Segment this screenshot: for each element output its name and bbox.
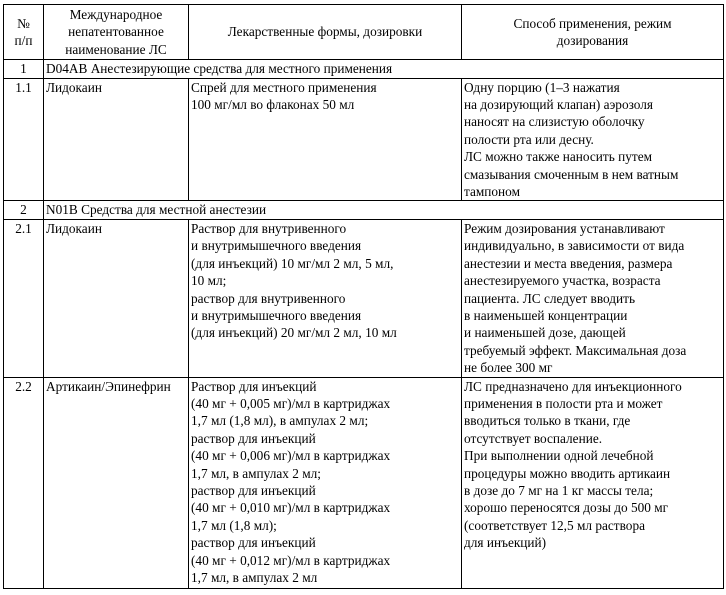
header-num [4, 5, 44, 60]
method-line: отсутствует воспаление. [464, 430, 603, 446]
method-line: ЛС можно также наносить путем [464, 149, 653, 165]
row-forms [189, 78, 462, 201]
header-method [462, 5, 724, 60]
row-method [462, 78, 724, 201]
table-header-row [4, 5, 724, 60]
method-line: применения в полости рта и может [464, 395, 663, 411]
method-line: анестезии и места введения, размера [464, 255, 673, 271]
header-name-line: наименование ЛС [65, 41, 167, 57]
section-row [4, 201, 724, 219]
forms-line: 1,7 мл (1,8 мл); [191, 517, 277, 533]
method-line: смазывания смоченным в нем ватным [464, 166, 679, 182]
method-line: анестезируемого участка, возраста [464, 273, 661, 289]
method-line: для инъекций) [464, 535, 547, 551]
table-row [4, 78, 724, 201]
section-row [4, 60, 724, 78]
row-drug-name: Лидокаин [44, 219, 189, 377]
method-line: процедуры можно вводить артикаин [464, 465, 671, 481]
table-row [4, 219, 724, 377]
method-line: пациента. ЛС следует вводить [464, 290, 636, 306]
method-line: тампоном [464, 184, 520, 200]
row-forms [189, 377, 462, 589]
forms-line: (для инъекций) 10 мг/мл 2 мл, 5 мл, [191, 255, 394, 271]
forms-line: (40 мг + 0,006 мг)/мл в картриджах [191, 448, 391, 464]
section-title: N01B Средства для местной анестезии [44, 201, 724, 219]
method-line: хорошо переносятся дозы до 500 мг [464, 500, 669, 516]
forms-line: (40 мг + 0,005 мг)/мл в картриджах [191, 395, 391, 411]
forms-line: раствор для инъекций [191, 535, 316, 551]
header-name-line: непатентованное [68, 24, 164, 40]
method-line: требуемый эффект. Максимальная доза [464, 342, 687, 358]
forms-line: 100 мг/мл во флаконах 50 мл [191, 97, 355, 113]
forms-line: и внутримышечного введения [191, 238, 362, 254]
forms-line: Спрей для местного применения [191, 79, 377, 95]
forms-line: (для инъекций) 20 мг/мл 2 мл, 10 мл [191, 325, 397, 341]
section-num: 2 [4, 201, 44, 219]
row-num: 1.1 [4, 78, 44, 201]
forms-line: (40 мг + 0,012 мг)/мл в картриджах [191, 552, 391, 568]
forms-line: 1,7 мл, в ампулах 2 мл [191, 570, 318, 585]
forms-line: Раствор для инъекций [191, 378, 317, 394]
method-line: на дозирующий клапан) аэрозоля [464, 97, 653, 113]
method-line: Режим дозирования устанавливают [464, 220, 665, 236]
method-line: в наименьшей концентрации [464, 307, 628, 323]
forms-line: раствор для инъекций [191, 482, 316, 498]
row-drug-name: Лидокаин [44, 78, 189, 201]
header-method-line: дозирования [556, 33, 629, 49]
header-num-line: № [17, 15, 30, 31]
header-forms [189, 5, 462, 60]
row-num: 2.2 [4, 377, 44, 589]
row-forms [189, 219, 462, 377]
forms-line: раствор для инъекций [191, 430, 316, 446]
header-forms-line: Лекарственные формы, дозировки [227, 24, 423, 40]
header-name [44, 5, 189, 60]
row-method [462, 219, 724, 377]
row-num: 2.1 [4, 219, 44, 377]
header-name-line: Международное [69, 7, 163, 22]
table-row [4, 377, 724, 589]
forms-line: раствор для внутривенного [191, 290, 346, 306]
method-line: наносят на слизистую оболочку [464, 114, 645, 130]
forms-line: 1,7 мл (1,8 мл), в ампулах 2 мл; [191, 413, 369, 429]
header-method-line: Способ применения, режим [513, 15, 672, 31]
forms-line: (40 мг + 0,010 мг)/мл в картриджах [191, 500, 391, 516]
header-num-line: п/п [14, 33, 33, 49]
method-line: ЛС предназначено для инъекционного [464, 378, 682, 394]
forms-line: 10 мл; [191, 273, 227, 289]
method-line: вводиться только в ткани, где [464, 413, 631, 429]
forms-line: Раствор для внутривенного [191, 220, 347, 236]
forms-line: 1,7 мл, в ампулах 2 мл; [191, 465, 321, 481]
method-line: в дозе до 7 мг на 1 кг массы тела; [464, 482, 654, 498]
method-line: Одну порцию (1–3 нажатия [464, 79, 620, 95]
method-line: (соответствует 12,5 мл раствора [464, 517, 646, 533]
method-line: и наименьшей дозе, дающей [464, 325, 626, 341]
forms-line: и внутримышечного введения [191, 307, 362, 323]
method-line: полости рта или десну. [464, 131, 594, 147]
section-num: 1 [4, 60, 44, 78]
method-line: При выполнении одной лечебной [464, 448, 654, 464]
method-line: индивидуально, в зависимости от вида [464, 238, 685, 254]
row-method [462, 377, 724, 589]
section-title: D04AB Анестезирующие средства для местного применения [44, 60, 724, 78]
method-line: не более 300 мг [464, 360, 553, 376]
drug-table [3, 4, 724, 589]
row-drug-name: Артикаин/Эпинефрин [44, 377, 189, 589]
